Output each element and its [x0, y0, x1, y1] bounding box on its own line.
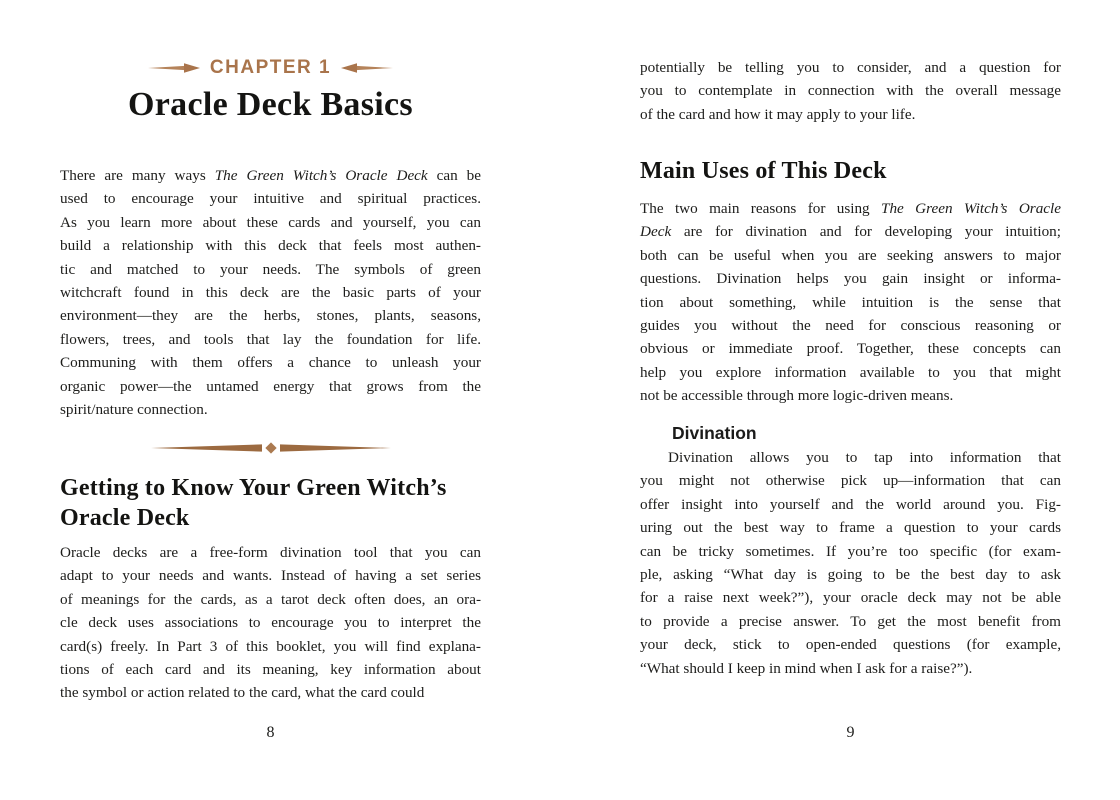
- text-line: your deck, stick to open-ended questions (for example,: [640, 636, 1061, 654]
- text-line: both can be useful when you are seeking answers to major: [640, 246, 1061, 264]
- text-line: tions of each card and its meaning, key information about: [60, 661, 481, 679]
- text-line: guides you without the need for conscious reasoning or: [640, 317, 1061, 335]
- text-line: Oracle decks are a free-form divination tool that you can: [60, 544, 481, 561]
- text-line: The two main reasons for using The Green Witch’s Oracle: [640, 200, 1061, 217]
- text-line: for a raise next week?”), your oracle deck may not be able: [640, 589, 1061, 607]
- text-line: potentially be telling you to consider, and a question for: [640, 59, 1061, 76]
- text-line: obvious or immediate proof. Together, these concepts can: [640, 340, 1061, 358]
- text-line: There are many ways The Green Witch’s Oracle Deck can be: [60, 167, 481, 184]
- text-line: organic power—the untamed energy that grows from the: [60, 377, 481, 395]
- text-line: offer insight into yourself and the world around you. Fig-: [640, 495, 1061, 513]
- section-heading-main-uses: Main Uses of This Deck: [640, 158, 887, 184]
- text-line: the symbol or action related to the card, what the card could: [60, 684, 425, 702]
- page-number-left: 8: [266, 724, 275, 741]
- text-line: Getting to Know Your Green Witch’s: [60, 475, 447, 501]
- text-line: flowers, trees, and tools that lay the foundation for life.: [60, 330, 481, 348]
- text-line: uring out the best way to frame a question to your cards: [640, 519, 1061, 537]
- oracle-decks-paragraph: [60, 541, 481, 705]
- text-line: “What should I keep in mind when I ask for a raise?”).: [640, 659, 973, 677]
- section-heading-getting-to-know: [60, 474, 481, 533]
- text-line: used to encourage your intuitive and spiritual practices.: [60, 190, 481, 208]
- text-line: build a relationship with this deck that feels most authen-: [60, 237, 481, 255]
- left-page: [60, 0, 481, 800]
- text-line: can be tricky sometimes. If you’re too specific (for exam-: [640, 542, 1061, 560]
- text-line: environment—they are the herbs, stones, plants, seasons,: [60, 307, 481, 325]
- continuation-paragraph: [640, 56, 1061, 126]
- chapter-label: CHAPTER 1: [209, 57, 332, 78]
- divination-paragraph: [640, 446, 1061, 680]
- right-page: [640, 0, 1061, 800]
- text-line: to provide a precise answer. To get the most benefit from: [640, 612, 1061, 630]
- text-line: you to contemplate in connection with the overall message: [640, 82, 1061, 100]
- page-number-right: 9: [846, 724, 855, 741]
- chapter-banner: [60, 57, 481, 79]
- text-line: Oracle Deck: [60, 504, 190, 531]
- text-line: As you learn more about these cards and yourself, you can: [60, 213, 481, 231]
- text-line: spirit/nature connection.: [60, 401, 208, 419]
- text-line: Divination allows you to tap into information that: [668, 449, 1061, 466]
- text-line: tic and matched to your needs. The symbols of green: [60, 260, 481, 278]
- text-line: ple, asking “What day is going to be the best day to ask: [640, 566, 1061, 584]
- main-uses-paragraph: [640, 197, 1061, 408]
- text-line: witchcraft found in this deck are the basic parts of your: [60, 284, 481, 302]
- text-line: tion about something, while intuition is the sense that: [640, 293, 1061, 311]
- chapter-arrow-left-icon: [148, 62, 200, 74]
- text-line: help you explore information available to you that might: [640, 363, 1061, 381]
- text-line: you might not otherwise pick up—information that can: [640, 472, 1061, 490]
- text-line: Communing with them offers a chance to unleash your: [60, 354, 481, 372]
- text-line: questions. Divination helps you gain insight or informa-: [640, 270, 1061, 288]
- text-line: cle deck uses associations to encourage you to interpret the: [60, 614, 481, 632]
- chapter-arrow-right-icon: [341, 62, 393, 74]
- text-line: not be accessible through more logic-driven means.: [640, 387, 954, 405]
- text-line: Deck are for divination and for developing your intuition;: [640, 223, 1061, 241]
- section-divider-icon: [60, 441, 481, 455]
- text-line: of the card and how it may apply to your life.: [640, 105, 916, 123]
- chapter-title: Oracle Deck Basics: [128, 86, 413, 123]
- sub-heading-divination: Divination: [672, 423, 757, 443]
- text-line: of meanings for the cards, as a tarot deck often does, an ora-: [60, 590, 481, 608]
- text-line: adapt to your needs and wants. Instead of having a set series: [60, 567, 481, 585]
- text-line: card(s) freely. In Part 3 of this booklet, you will find explana-: [60, 637, 481, 655]
- intro-paragraph: [60, 164, 481, 421]
